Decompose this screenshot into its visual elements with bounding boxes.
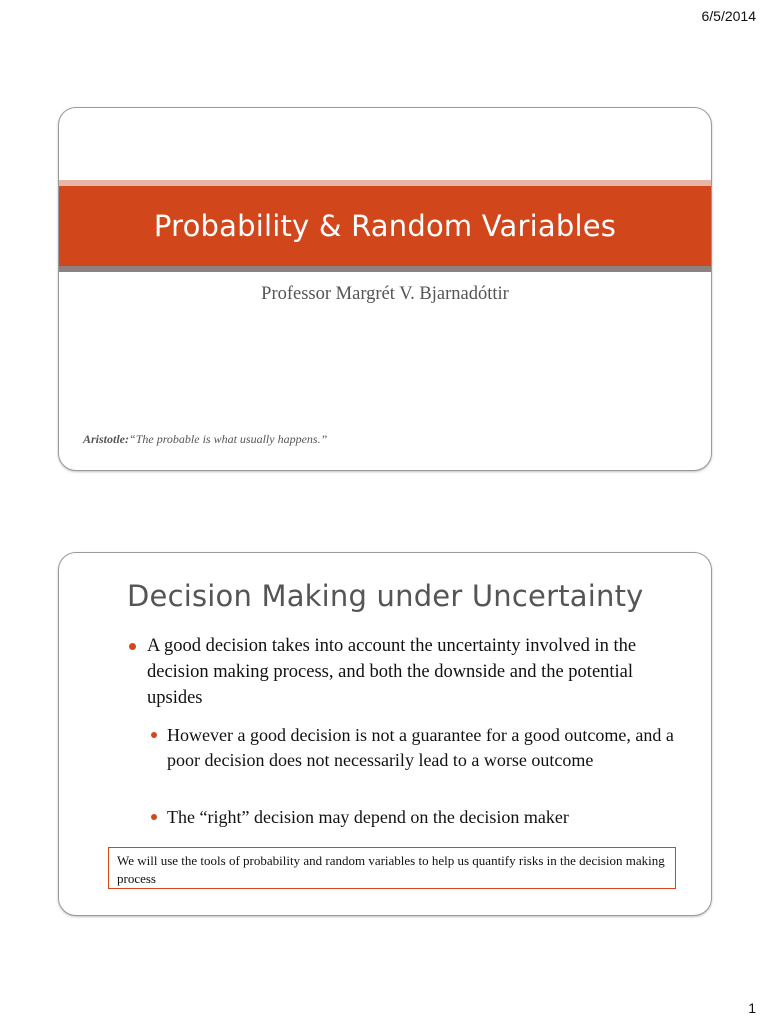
slide-title bbox=[58, 107, 712, 471]
bullet-icon bbox=[129, 643, 136, 650]
quote bbox=[83, 432, 327, 447]
slide-heading: Decision Making under Uncertainty bbox=[127, 579, 644, 613]
callout-box: We will use the tools of probability and random variables to help us quantify risks in the decision making process bbox=[108, 847, 676, 889]
sub-bullet-icon bbox=[151, 732, 157, 738]
quote-author: Aristotle: bbox=[83, 432, 130, 446]
title-band-bottom-stripe bbox=[59, 266, 711, 272]
slide-decision-making bbox=[58, 552, 712, 916]
slide-title-text: Probability & Random Variables bbox=[153, 209, 617, 243]
slide-subtitle: Professor Margrét V. Bjarnadóttir bbox=[261, 284, 509, 304]
sub-bullet-icon bbox=[151, 814, 157, 820]
title-band bbox=[59, 186, 711, 266]
bullet-text: A good decision takes into account the uncertainty involved in the decision making process, and both the downside and the potential upsides bbox=[147, 636, 637, 708]
quote-text: “The probable is what usually happens.” bbox=[129, 432, 328, 446]
page-date: 6/5/2014 bbox=[701, 8, 756, 24]
sub-bullet-text: The “right” decision may depend on the decision maker bbox=[167, 807, 569, 827]
sub-bullet-text: However a good decision is not a guarantee for a good outcome, and a poor decision does not necessarily lead to a worse outcome bbox=[167, 725, 674, 770]
page-number: 1 bbox=[748, 1000, 756, 1016]
